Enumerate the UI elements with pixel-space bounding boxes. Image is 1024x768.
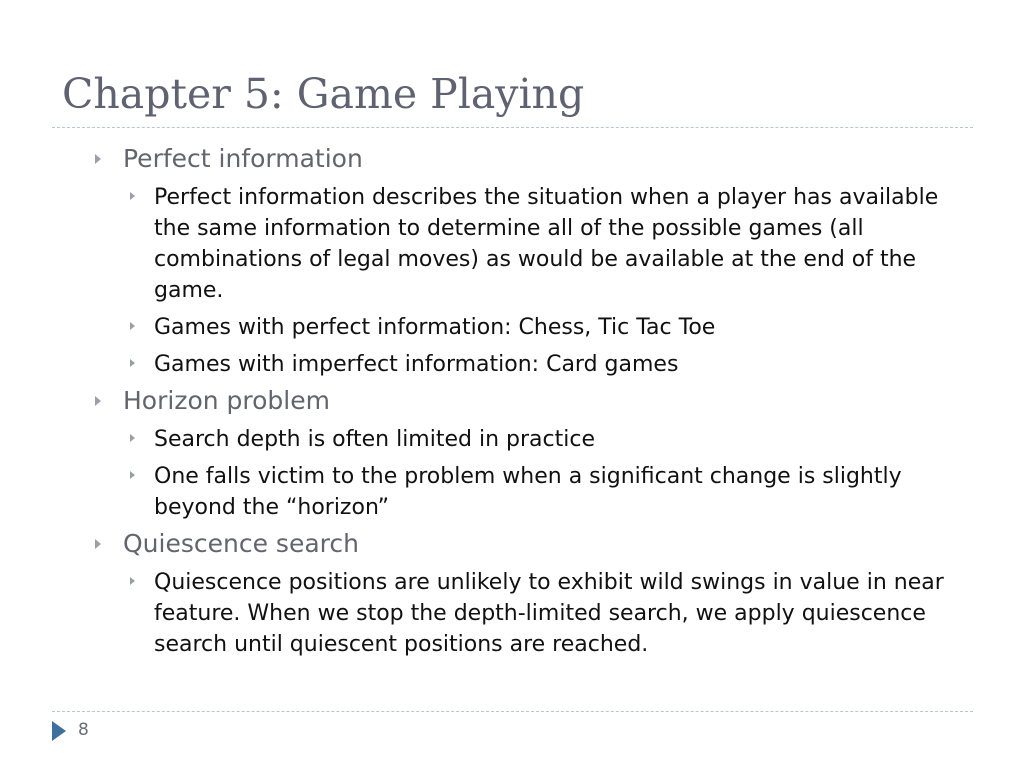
bullet-perfect-information (90, 142, 980, 176)
sub-bullet-text: One falls victim to the problem when a significant change is slightly beyond the “horizon” (154, 464, 902, 520)
page-number: 8 (78, 720, 89, 740)
section-heading: Quiescence search (123, 529, 359, 558)
footer-triangle-icon (52, 721, 66, 741)
sub-bullet (90, 349, 980, 380)
sub-bullet (90, 312, 980, 343)
sub-bullet (90, 182, 980, 306)
footer-divider (52, 711, 973, 712)
sub-bullet (90, 567, 980, 660)
bullet-arrow-icon (130, 471, 135, 479)
bullet-arrow-icon (130, 434, 135, 442)
bullet-arrow-icon (130, 322, 135, 330)
bullet-arrow-icon (130, 192, 135, 200)
sub-bullet-text: Perfect information describes the situation when a player has available the same information to determine all of the possible games (all combinations of legal moves) as would be available at the end of the game. (154, 185, 939, 303)
section-heading: Horizon problem (123, 386, 330, 415)
bullet-horizon-problem (90, 384, 980, 418)
bullet-arrow-icon (95, 154, 101, 164)
sub-bullet-text: Games with perfect information: Chess, Tic Tac Toe (154, 315, 716, 340)
sub-bullet-text: Quiescence positions are unlikely to exhibit wild swings in value in near feature. When we stop the depth-limited search, we apply quiescence search until quiescent positions are reached. (154, 570, 944, 657)
bullet-arrow-icon (130, 359, 135, 367)
sub-bullet-text: Search depth is often limited in practice (154, 427, 595, 452)
title-divider (52, 127, 973, 128)
sub-bullet (90, 461, 980, 523)
slide-content (90, 142, 980, 660)
slide-title: Chapter 5: Game Playing (62, 70, 585, 118)
section-heading: Perfect information (123, 144, 363, 173)
bullet-arrow-icon (130, 577, 135, 585)
bullet-arrow-icon (95, 396, 101, 406)
sub-bullet-text: Games with imperfect information: Card games (154, 352, 679, 377)
bullet-quiescence-search (90, 527, 980, 561)
bullet-arrow-icon (95, 539, 101, 549)
sub-bullet (90, 424, 980, 455)
